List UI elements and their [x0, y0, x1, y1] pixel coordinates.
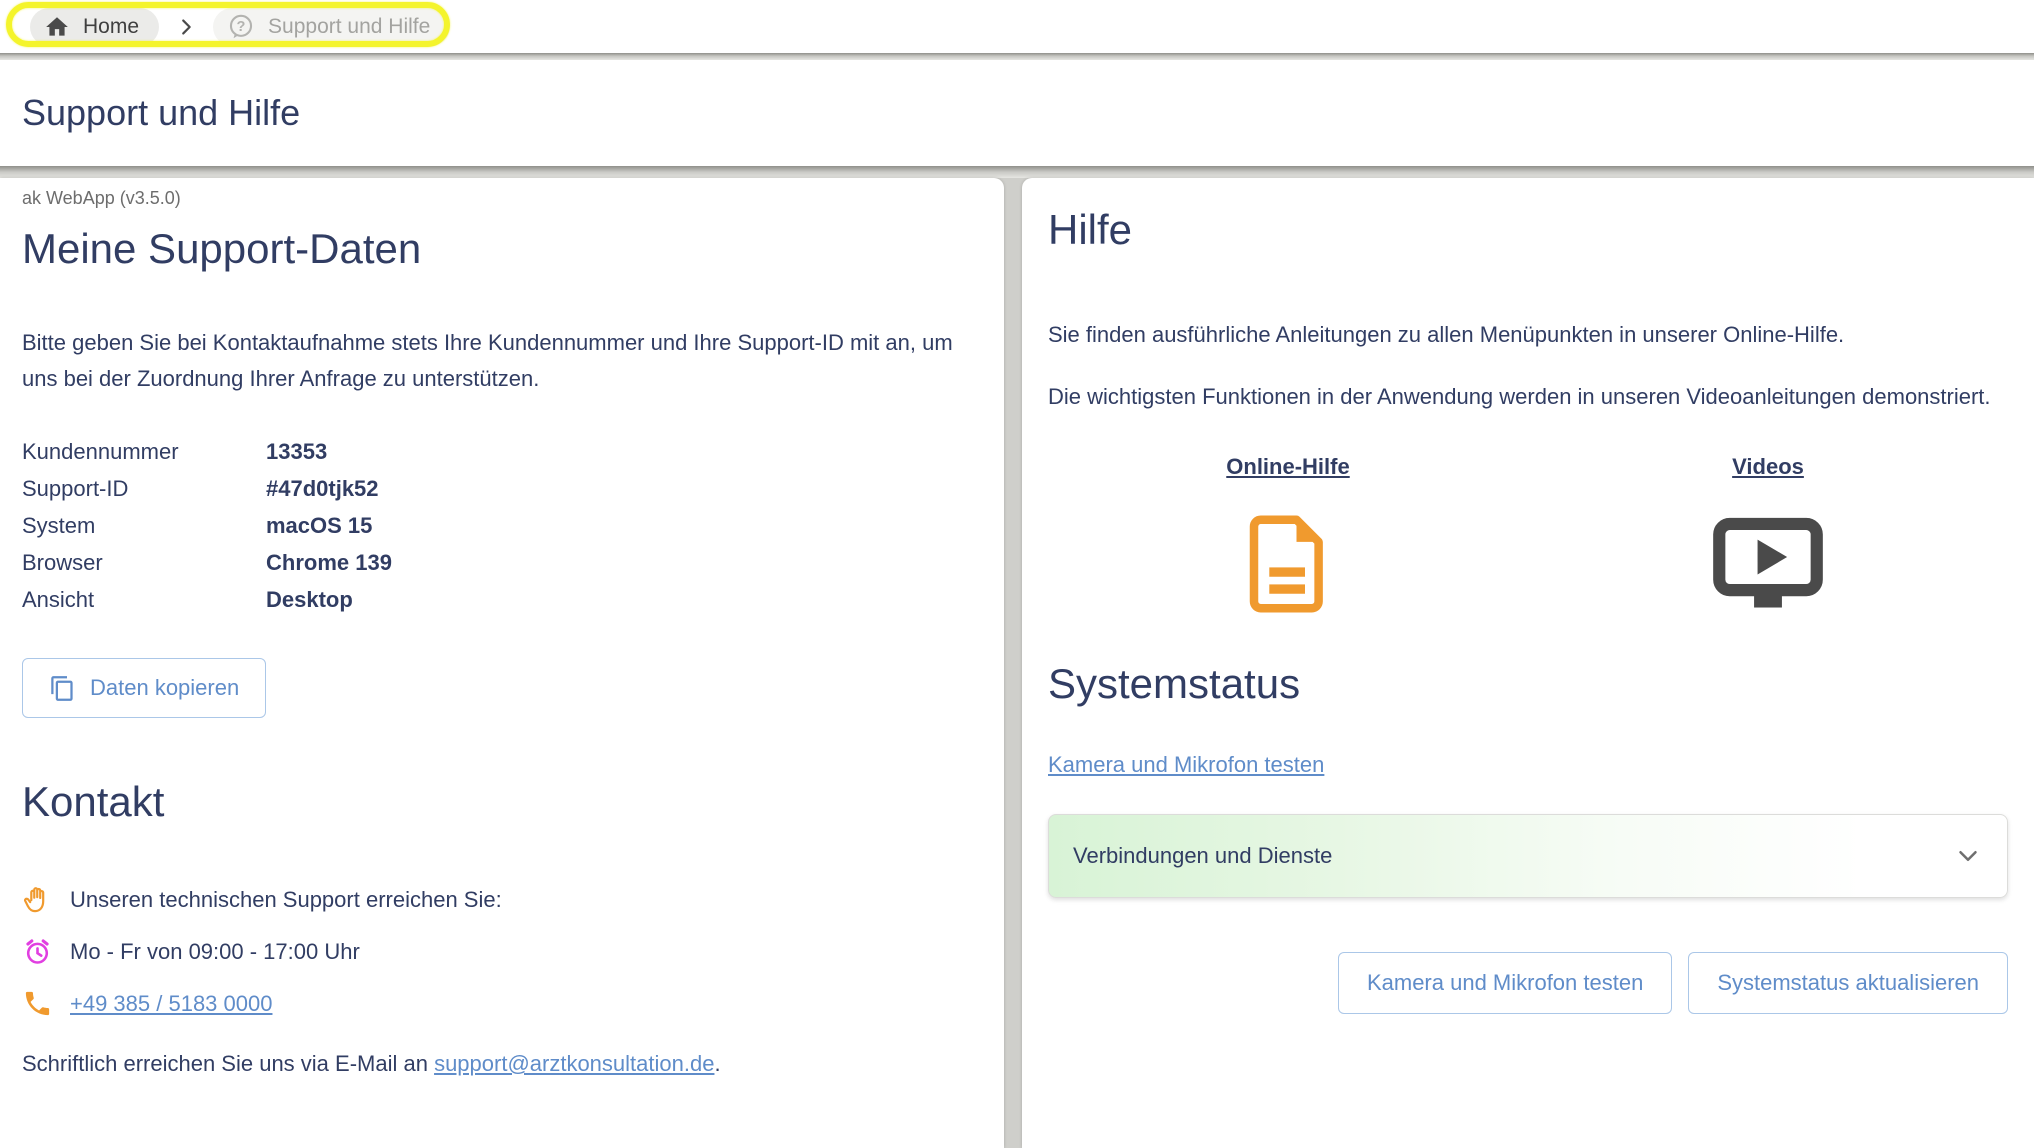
contact-row-hours [22, 936, 980, 967]
email-prefix-text: Schriftlich erreichen Sie uns via E-Mail an [22, 1051, 435, 1076]
app-version: ak WebApp (v3.5.0) [22, 188, 181, 208]
breadcrumb [0, 0, 2034, 53]
email-link[interactable]: support@arztkonsultation.de [434, 1051, 715, 1076]
help-heading: Hilfe [1048, 206, 1133, 253]
support-data-card [0, 178, 1004, 1148]
online-help-column [1048, 454, 1528, 616]
support-data-heading: Meine Support-Daten [22, 225, 422, 272]
help-circle-icon [227, 13, 255, 41]
field-value-ansicht: Desktop [266, 587, 353, 612]
copy-data-button[interactable] [22, 658, 266, 718]
videos-link[interactable]: Videos [1732, 454, 1804, 479]
separator-strip-header [0, 166, 2034, 178]
connections-accordion-label: Verbindungen und Dienste [1073, 843, 1333, 868]
help-links-row [1048, 454, 2008, 616]
document-icon[interactable] [1246, 512, 1330, 616]
chevron-right-icon [175, 16, 197, 38]
alarm-clock-icon [22, 936, 53, 967]
breadcrumb-home[interactable] [30, 8, 159, 46]
page-header [0, 60, 2034, 166]
field-label-system: System [22, 513, 96, 538]
field-label-support-id: Support-ID [22, 476, 129, 501]
status-buttons-row [1048, 952, 2008, 1014]
help-text-1: Sie finden ausführliche Anleitungen zu allen Menüpunkten in unserer Online-Hilfe. [1048, 322, 1845, 347]
support-fields-table [22, 433, 980, 618]
chevron-down-icon [1953, 841, 1983, 871]
online-help-link[interactable]: Online-Hilfe [1226, 454, 1350, 479]
breadcrumb-current-label: Support und Hilfe [268, 14, 431, 38]
copy-icon [49, 675, 76, 702]
contact-row-support [22, 884, 980, 915]
content-panels [0, 178, 2034, 1148]
field-value-kundennummer: 13353 [266, 439, 328, 464]
videos-column [1528, 454, 2008, 616]
separator-strip-top [0, 53, 2034, 60]
phone-icon [22, 988, 53, 1019]
svg-text:?: ? [236, 18, 246, 35]
copy-data-button-label: Daten kopieren [90, 675, 240, 700]
field-label-kundennummer: Kundennummer [22, 439, 179, 464]
page-title: Support und Hilfe [22, 92, 301, 133]
field-label-ansicht: Ansicht [22, 587, 95, 612]
connections-accordion[interactable] [1048, 814, 2008, 898]
camera-mic-test-button[interactable]: Kamera und Mikrofon testen [1338, 952, 1672, 1014]
raised-hand-icon [22, 884, 53, 915]
email-line [22, 1051, 980, 1077]
contact-reach-text: Unseren technischen Support erreichen Sie: [70, 886, 502, 912]
system-status-heading: Systemstatus [1048, 660, 1301, 707]
field-value-browser: Chrome 139 [266, 550, 392, 575]
home-icon [44, 14, 70, 40]
contact-heading: Kontakt [22, 778, 165, 825]
support-intro-text: Bitte geben Sie bei Kontaktaufnahme stets Ihre Kundennummer und Ihre Support-ID mit an, um uns bei der Zuordnung Ihrer Anfrage zu unterstützen. [22, 330, 953, 391]
help-text-2: Die wichtigsten Funktionen in der Anwendung werden in unseren Videoanleitungen demonstriert. [1048, 384, 1991, 409]
field-label-browser: Browser [22, 550, 103, 575]
contact-hours-text: Mo - Fr von 09:00 - 17:00 Uhr [70, 938, 360, 964]
video-monitor-icon[interactable] [1711, 512, 1825, 616]
email-suffix-text: . [714, 1051, 721, 1076]
contact-list [22, 884, 980, 1019]
contact-row-phone [22, 988, 980, 1019]
help-card [1022, 178, 2034, 1148]
field-value-support-id: #47d0tjk52 [266, 476, 379, 501]
breadcrumb-current[interactable] [213, 8, 450, 46]
camera-mic-test-link[interactable]: Kamera und Mikrofon testen [1048, 752, 1325, 777]
phone-link[interactable]: +49 385 / 5183 0000 [70, 990, 273, 1016]
field-value-system: macOS 15 [266, 513, 373, 538]
status-refresh-button[interactable]: Systemstatus aktualisieren [1688, 952, 2008, 1014]
breadcrumb-home-label: Home [83, 14, 140, 38]
